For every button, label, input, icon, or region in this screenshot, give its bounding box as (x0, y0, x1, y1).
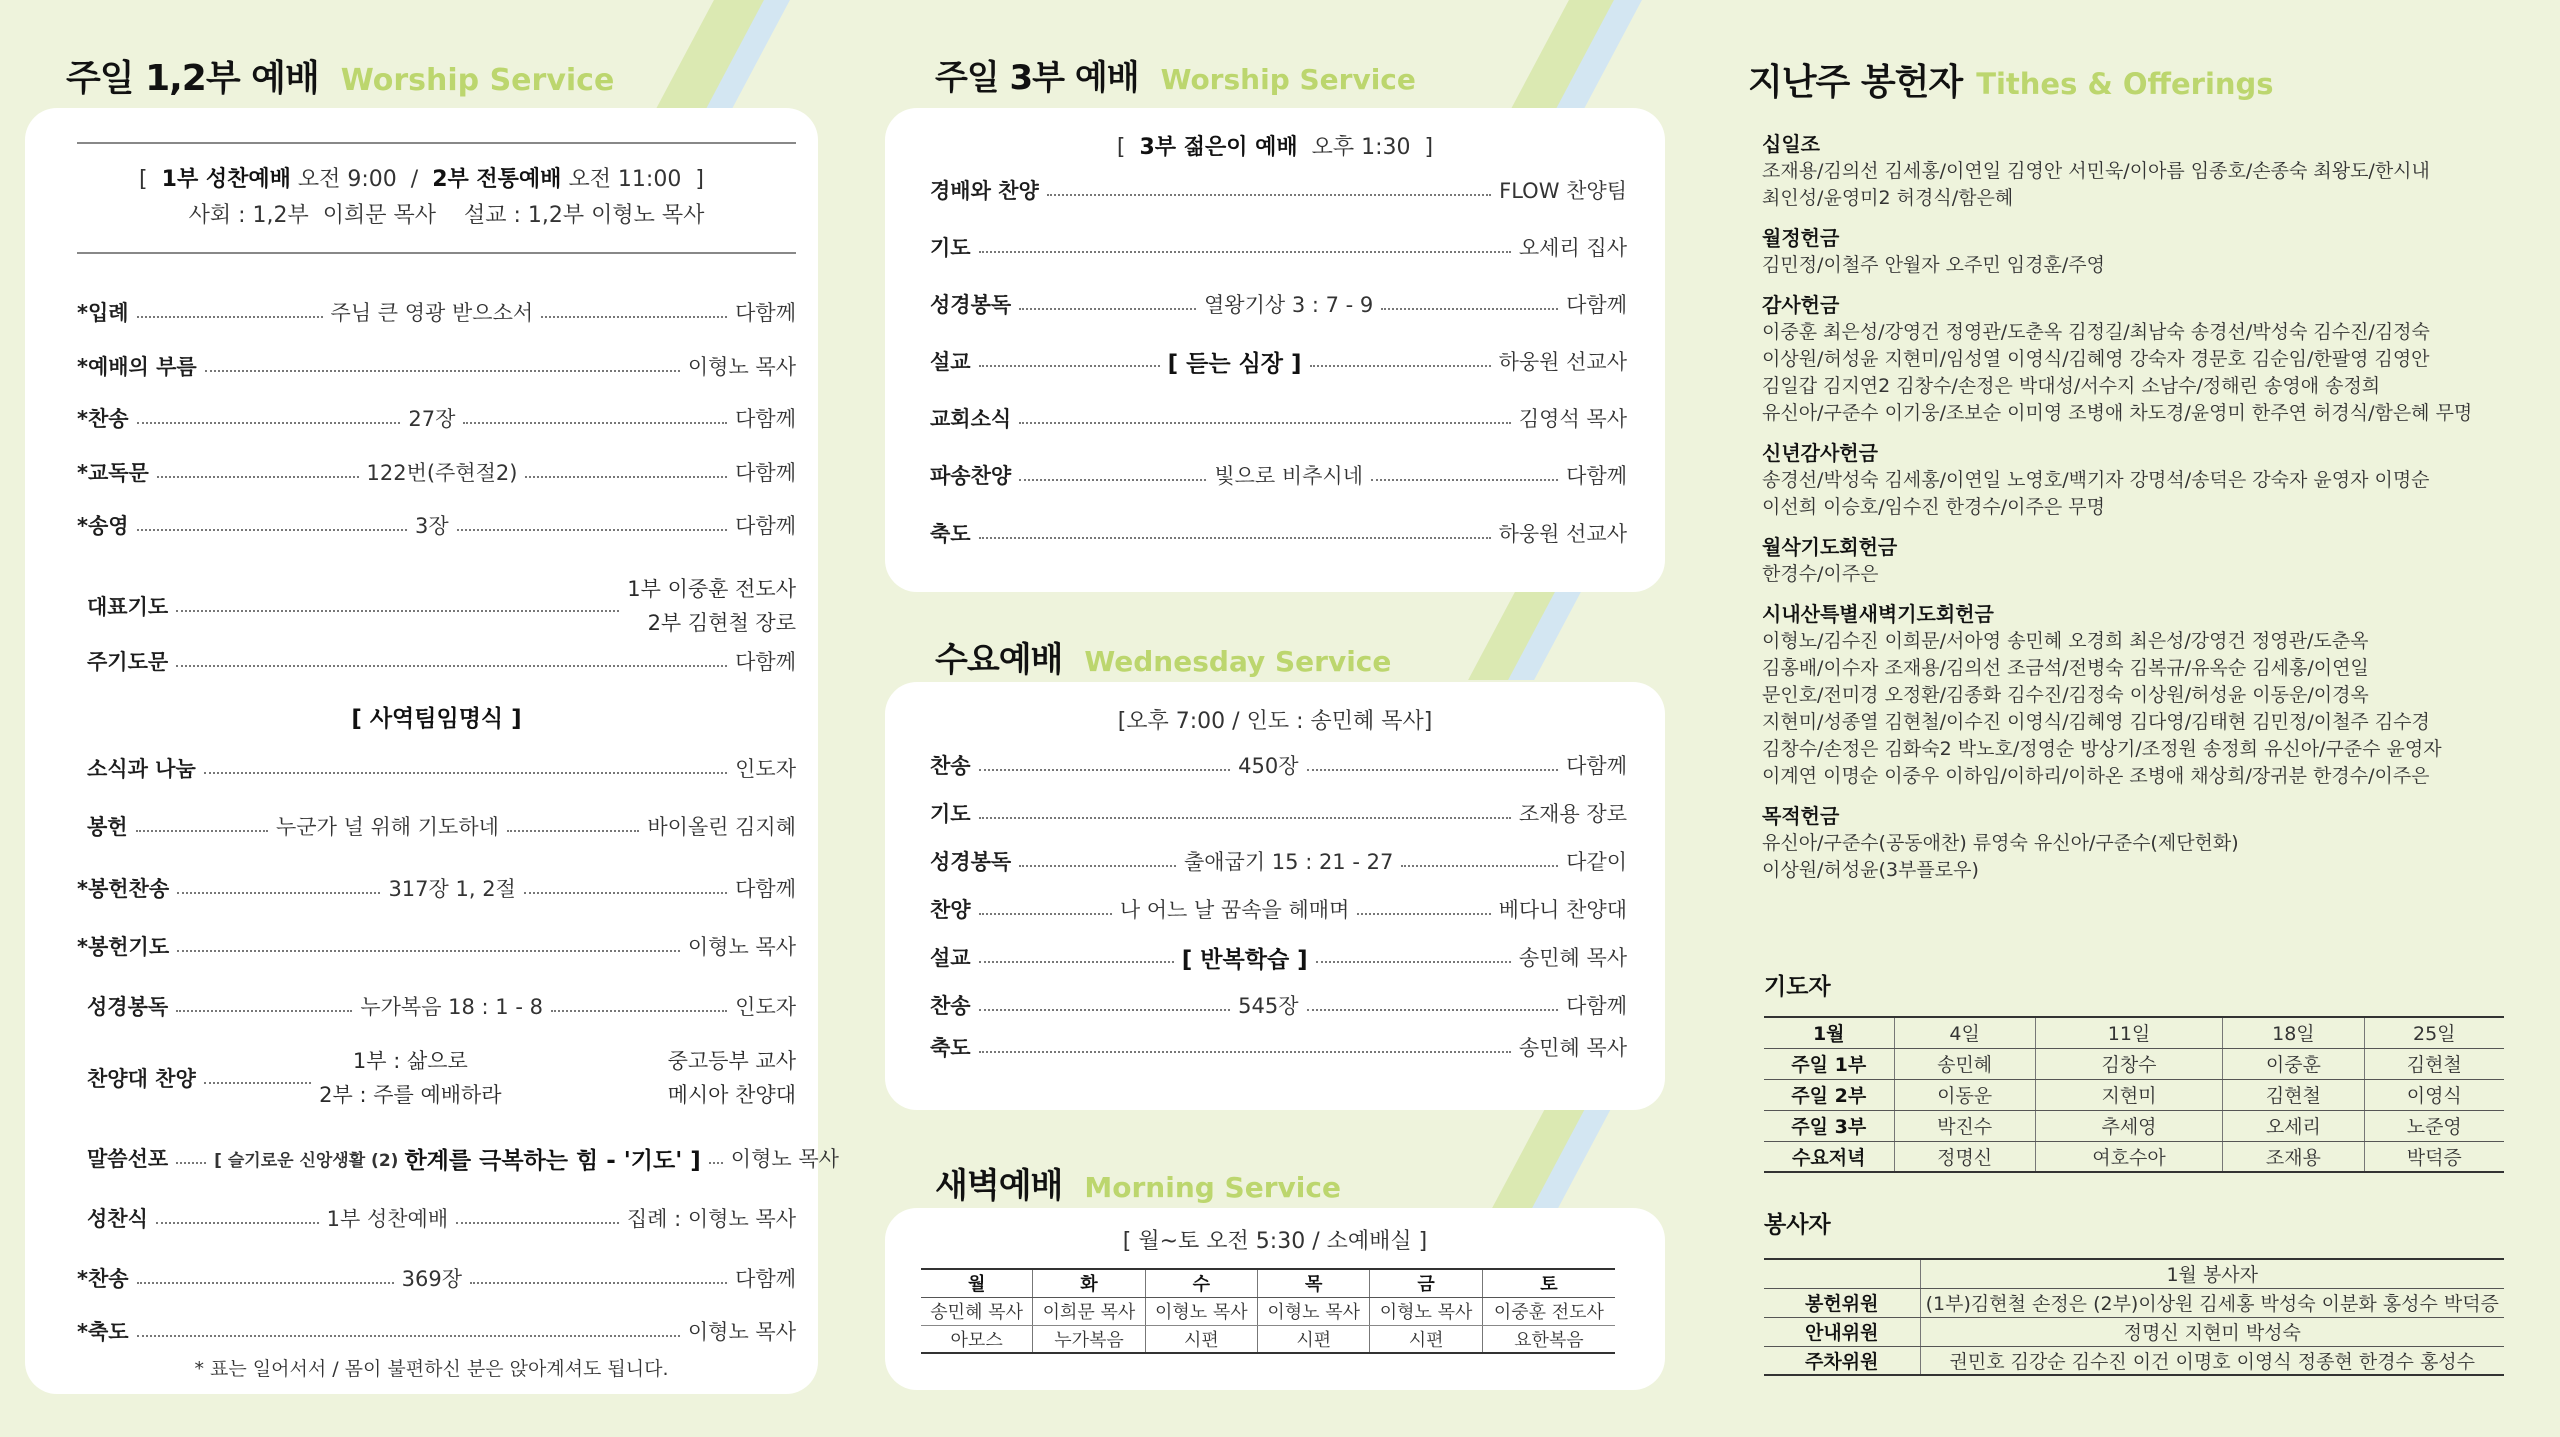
table-row: 1월 봉사자 (1764, 1259, 2504, 1288)
order-row: 축도 송민혜 목사 (930, 1036, 1627, 1060)
footnote: * 표는 일어서서 / 몸이 불편하신 분은 앉아계셔도 됩니다. (194, 1358, 669, 1380)
order-row: 대표기도 1부 이중훈 전도사 2부 김현철 장로 (87, 577, 796, 635)
order-row: 교회소식 김영석 목사 (930, 407, 1627, 431)
sunday12-title-en: Worship Service (340, 63, 615, 98)
order-row: 기도 조재용 장로 (930, 802, 1627, 826)
leader-cell: 이형노 목사 (1258, 1297, 1370, 1325)
table-row: 주일 3부 박진수 추세영 오세리 노준영 (1764, 1110, 2504, 1141)
day-cell: 토 (1482, 1269, 1615, 1297)
order-row: 찬송 545장 다함께 (930, 994, 1627, 1018)
dawn-card (885, 1208, 1665, 1390)
sunday3-title-en: Worship Service (1160, 63, 1416, 96)
offering-section-monthly: 월정헌금 김민정/이철주 안월자 오주민 임경훈/주영 (1762, 226, 2105, 276)
book-cell: 시편 (1145, 1325, 1257, 1353)
wednesday-card (885, 682, 1665, 1110)
sunday12-title (66, 50, 614, 101)
servers-table (1764, 1258, 2504, 1376)
sunday12-title-ko: 주일 1,2부 예배 (66, 58, 319, 99)
sunday3-title (935, 50, 1416, 99)
order-row: 설교 [ 듣는 심장 ] 하웅원 선교사 (930, 350, 1627, 377)
wednesday-title (935, 632, 1391, 681)
order-row: 말씀선포 [ 슬기로운 신앙생활 (2) 한계를 극복하는 힘 - '기도' ] 이형노 목사 (87, 1147, 839, 1174)
prayer-table (1764, 1016, 2504, 1173)
ministry-commissioning-heading: [ 사역팀임명식 ] (351, 706, 522, 732)
wednesday-header: [오후 7:00 / 인도 : 송민혜 목사] (1117, 709, 1433, 734)
table-row: 1월 4일 11일 18일 25일 (1764, 1017, 2504, 1048)
table-row: 안내위원 정명신 지현미 박성숙 (1764, 1317, 2504, 1346)
order-row: *찬송 369장 다함께 (77, 1267, 797, 1291)
order-row: 설교 [ 반복학습 ] 송민혜 목사 (930, 946, 1628, 973)
order-row: *찬송 27장 다함께 (77, 407, 796, 431)
book-cell: 시편 (1370, 1325, 1482, 1353)
leader-cell: 이중훈 전도사 (1482, 1297, 1615, 1325)
dawn-header: [ 월~토 오전 5:30 / 소예배실 ] (1122, 1229, 1428, 1254)
table-row: 주일 2부 이동운 지현미 김현철 이영식 (1764, 1079, 2504, 1110)
sunday12-card (25, 108, 839, 1394)
order-row: 봉헌 누군가 널 위해 기도하네 바이올린 김지혜 (87, 815, 796, 839)
day-cell: 월 (921, 1269, 1033, 1297)
sunday3-card (885, 108, 1665, 592)
leader-cell: 이형노 목사 (1145, 1297, 1257, 1325)
dawn-title (935, 1158, 1341, 1207)
table-row: 주일 1부 송민혜 김창수 이중훈 김현철 (1764, 1048, 2504, 1079)
offering-section-purpose: 목적헌금 유신아/구준수(공동애찬) 류영숙 유신아/구준수(제단헌화) 이상원/허성윤(3부플로우) (1762, 804, 2239, 881)
order-row: *봉헌찬송 317장 1, 2절 다함께 (77, 877, 796, 901)
order-row: 성경봉독 누가복음 18 : 1 - 8 인도자 (87, 995, 797, 1019)
order-row: 주기도문 다함께 (87, 650, 796, 674)
leader-cell: 이형노 목사 (1370, 1297, 1482, 1325)
offerings-title-en: Tithes & Offerings (1976, 67, 2274, 101)
sunday12-header-line1: [ 1부 성찬예배 오전 9:00 / 2부 전통예배 오전 11:00 ] (139, 167, 704, 192)
order-row: *입례 주님 큰 영광 받으소서 다함께 (77, 301, 796, 325)
order-row: 경배와 찬양 FLOW 찬양팀 (930, 179, 1627, 203)
order-row: *봉헌기도 이형노 목사 (77, 935, 796, 959)
order-row: 찬양 나 어느 날 꿈속을 헤매며 베다니 찬양대 (930, 898, 1628, 922)
sunday12-header-line2: 사회 : 1,2부 이희문 목사 설교 : 1,2부 이형노 목사 (188, 203, 705, 228)
prayer-heading: 기도자 (1764, 974, 1831, 1000)
order-row: 찬송 450장 다함께 (930, 754, 1627, 778)
book-cell: 시편 (1258, 1325, 1370, 1353)
dawn-title-ko: 새벽예배 (935, 1166, 1063, 1206)
day-cell: 화 (1033, 1269, 1145, 1297)
offerings-title-ko: 지난주 봉헌자 (1748, 62, 1963, 103)
book-cell: 누가복음 (1033, 1325, 1145, 1353)
table-row: 주차위원 권민호 김강순 김수진 이건 이명호 이영식 정종현 한경수 홍성수 (1764, 1346, 2504, 1375)
order-row: *교독문 122번(주현절2) 다함께 (77, 461, 796, 485)
offering-section-newyear: 신년감사헌금 송경선/박성숙 김세홍/이연일 노영호/백기자 강명석/송덕은 강숙자 윤영자 이명순 이선희 이승호/임수진 한경수/이주은 무명 (1762, 441, 2430, 518)
day-cell: 금 (1370, 1269, 1482, 1297)
order-row: 성경봉독 열왕기상 3 : 7 - 9 다함께 (930, 293, 1627, 317)
day-cell: 수 (1145, 1269, 1257, 1297)
offering-section-monthly-prayer: 월삭기도회헌금 한경수/이주은 (1762, 535, 1898, 585)
offerings-title (1748, 54, 2274, 105)
table-row: 수요저녁 정명신 여호수아 조재용 박덕증 (1764, 1141, 2504, 1172)
wednesday-title-ko: 수요예배 (935, 640, 1063, 680)
order-row: 찬양대 찬양 1부 : 삶으로 2부 : 주를 예배하라 중고등부 교사 메시아 찬양대 (87, 1049, 796, 1107)
wednesday-title-en: Wednesday Service (1084, 645, 1392, 678)
order-row: 축도 하웅원 선교사 (930, 522, 1627, 546)
offering-section-tithe: 십일조 조재용/김의선 김세홍/이연일 김영안 서민욱/이아름 임종호/손종숙 최왕도/한시내 최인성/윤영미2 허경식/함은혜 (1762, 132, 2430, 209)
dawn-schedule-table (921, 1268, 1615, 1354)
order-row: 성경봉독 출애굽기 15 : 21 - 27 다같이 (930, 850, 1628, 874)
order-row: *송영 3장 다함께 (77, 514, 797, 538)
order-row: 소식과 나눔 인도자 (87, 757, 796, 781)
offering-section-sinai-dawn: 시내산특별새벽기도회헌금 이형노/김수진 이희문/서아영 송민혜 오경희 최은성/강영건 정영관/도춘옥 김홍배/이수자 조재용/김의선 조금석/전병숙 김복규/유옥순 김세홍/이연일 문인호/전미경 오정환/김종화 김수진/김정숙 이상원/허성윤 이동운/이경옥 지현미/성종열 김현철/이수진 이영식/김혜영 김다영/김태현 김민정/이철주 김수경 김창수/손정은 김화숙2 박노호/정영순 방상기/조정원 송정희 유신아/구준수 윤영자 이계연 이명순 이중우 이하임/이하리/이하온 조병애 채상희/장귀분 한경수/이주은 (1762, 602, 2442, 787)
sunday3-header: [ 3부 젊은이 예배 오후 1:30 ] (1116, 135, 1434, 160)
book-cell: 아모스 (921, 1325, 1033, 1353)
order-row: 성찬식 1부 성찬예배 집례 : 이형노 목사 (87, 1207, 796, 1231)
order-row: *예배의 부름 이형노 목사 (77, 355, 796, 379)
leader-cell: 이희문 목사 (1033, 1297, 1145, 1325)
order-row: 기도 오세리 집사 (930, 236, 1627, 260)
servers-heading: 봉사자 (1764, 1212, 1831, 1238)
order-row: 파송찬양 빛으로 비추시네 다함께 (930, 464, 1628, 488)
leader-cell: 송민혜 목사 (921, 1297, 1033, 1325)
book-cell: 요한복음 (1482, 1325, 1615, 1353)
order-row: *축도 이형노 목사 (77, 1320, 796, 1344)
offering-section-thanks: 감사헌금 이중훈 최은성/강영건 정영관/도춘옥 김정길/최남숙 송경선/박성숙 김수진/김정숙 이상원/허성윤 지현미/임성열 이영식/김혜영 강숙자 경문호 김순임/한팔영 김영안 김일갑 김지연2 김창수/손정은 박대성/서수지 소남수/정해린 송영애 송정희 유신아/구준수 이기웅/조보순 이미영 조병애 차도경/윤영미 한주연 허경식/함은혜 무명 (1762, 293, 2473, 424)
offerings-list (1762, 130, 2542, 896)
day-cell: 목 (1258, 1269, 1370, 1297)
dawn-title-en: Morning Service (1084, 1171, 1341, 1204)
table-row: 봉헌위원 (1부)김현철 손정은 (2부)이상원 김세홍 박성숙 이분화 홍성수 박덕증 (1764, 1288, 2504, 1317)
sunday3-title-ko: 주일 3부 예배 (935, 58, 1139, 98)
